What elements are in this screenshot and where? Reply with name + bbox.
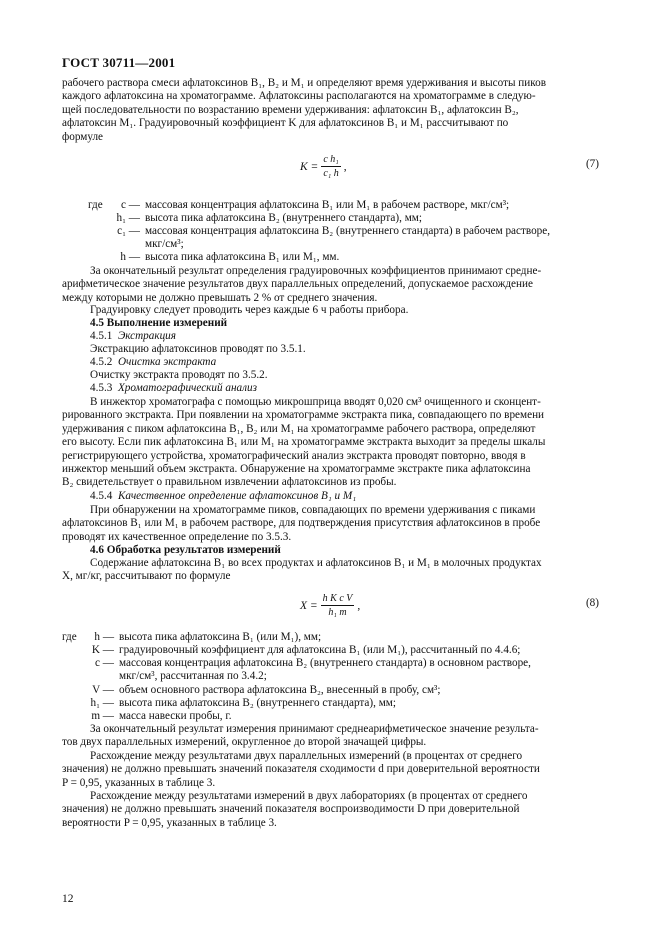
convergence-paragraph	[62, 750, 600, 790]
result-paragraph	[62, 723, 600, 750]
subsection-title: Хроматографический анализ	[117, 382, 257, 394]
symbol-cell	[108, 199, 140, 212]
subsection-title: Экстракция	[117, 330, 176, 342]
subsection-4-5-3	[62, 382, 600, 395]
formula-denominator: c₁ h	[323, 168, 339, 179]
definition-text: массовая концентрация афлатоксина B₂ (внутреннего стандарта) в основном растворе,	[119, 657, 531, 669]
text-line: За окончательный результат измерения принимают среднеарифметическое значение результа-	[90, 723, 539, 735]
standard-header: ГОСТ 30711—2001	[62, 55, 176, 70]
qualitative-paragraph	[62, 504, 600, 544]
subsection-title: Качественное определение афлатоксинов B₁ и M₁	[117, 490, 357, 502]
intro-line: каждого афлатоксина на хроматограмме. Афлатоксины располагаются на хроматограмме в следую-	[62, 90, 536, 103]
text-line: Расхождение между результатами двух параллельных измерений (в процентах от среднего	[90, 750, 523, 762]
formula-lhs: K =	[300, 160, 319, 173]
intro-line: афлатоксин M₁. Градуировочный коэффициент K для афлатоксинов B₁ и M₁ рассчитывают по	[62, 117, 509, 130]
text-line: значения) не должно превышать значений показателя воспроизводимости D при доверительной	[62, 803, 520, 816]
symbol-cell	[82, 684, 114, 697]
subsection-number: 4.5.3	[90, 382, 113, 394]
subsection-4-5-2	[62, 356, 600, 369]
symbol-cell	[82, 631, 114, 644]
symbol: c —	[95, 657, 114, 669]
formula-fraction	[321, 593, 355, 618]
definition-text: высота пика афлатоксина B₁ или M₁, мм.	[145, 251, 340, 263]
subsection-4-5-1	[62, 330, 600, 343]
text-line: За окончательный результат определения градуировочных коэффициентов принимают средне-	[90, 265, 542, 277]
symbol-cell	[108, 251, 140, 264]
symbol: h —	[94, 631, 114, 643]
definition-text: объем основного раствора афлатоксина B₂, внесенный в пробу, см³;	[119, 684, 441, 696]
text-line: рированного экстракта. При появлении на хроматограмме экстракта пика, совпадающего по времени	[62, 409, 545, 422]
subsection-text: Очистку экстракта проводят по 3.5.2.	[90, 369, 268, 381]
equation-number-7: (7)	[585, 158, 599, 170]
symbol-cell	[108, 225, 140, 238]
intro-paragraph	[62, 77, 600, 144]
subsection-number: 4.5.2	[90, 356, 113, 368]
symbol: h₁ —	[90, 697, 114, 709]
symbol-cell	[82, 644, 114, 657]
text-line: проводят их качественное определение по 3.5.3.	[62, 530, 292, 543]
equation-number-8: (8)	[585, 597, 599, 609]
formula-fraction	[321, 154, 340, 179]
symbol-cell	[82, 657, 114, 670]
symbol: V —	[92, 684, 114, 696]
formula-lhs: X =	[300, 599, 318, 612]
definition-text: высота пика афлатоксина B₂ (внутреннего стандарта), мм;	[145, 212, 422, 224]
symbol: c₁ —	[117, 225, 140, 237]
intro-line: рабочего раствора смеси афлатоксинов B₁, B₂ и M₁ и определяют время удерживания и высоты пиков	[62, 77, 547, 89]
intro-line: щей последовательности по возрастанию времени удерживания: афлатоксин B₁, афлатоксин B₂,	[62, 103, 519, 116]
where-prefix: где	[62, 631, 77, 643]
symbol: c —	[121, 199, 140, 211]
definition-text: масса навески пробы, г.	[119, 710, 232, 722]
symbol: h₁ —	[116, 212, 140, 224]
definition-text-cont: мкг/см³, рассчитанная по 3.4.2;	[119, 670, 267, 682]
section-heading-4-5: 4.5 Выполнение измерений	[90, 317, 228, 329]
final-paragraph	[62, 265, 600, 305]
text-line: тов двух параллельных измерений, округленное до второй значащей цифры.	[62, 736, 427, 749]
text-line: между которыми не должно превышать 2 % от среднего значения.	[62, 291, 378, 304]
calibration-note: Градуировку следует проводить через каждые 6 ч работы прибора.	[90, 304, 409, 316]
subsection-4-5-4	[62, 490, 600, 503]
subsection-title: Очистка экстракта	[117, 356, 217, 368]
symbol: m —	[91, 710, 114, 722]
formula-comma: ,	[357, 599, 361, 612]
text-line: B₂ свидетельствует о правильном извлечении афлатоксинов из пробы.	[62, 476, 397, 489]
formula-numerator: h K c V	[322, 593, 353, 604]
page-number: 12	[62, 893, 74, 905]
where-prefix: где	[88, 199, 103, 211]
reproducibility-paragraph	[62, 790, 600, 830]
text-line: значения) не должно превышать значений показателя сходимости d при доверительной вероятности	[62, 763, 540, 776]
text-line: Расхождение между результатами измерений в двух лабораториях (в процентах от среднего	[90, 790, 528, 802]
text-line: P = 0,95, указанных в таблице 3.	[62, 776, 216, 789]
formula-comma: ,	[343, 160, 347, 173]
text-line: арифметическое значение результатов двух параллельных определений, допускаемое расхождение	[62, 278, 533, 291]
formula-8	[300, 593, 360, 618]
symbol: h —	[120, 251, 140, 263]
definition-text: массовая концентрация афлатоксина B₂ (внутреннего стандарта) в рабочем растворе,	[145, 225, 551, 237]
definition-text: высота пика афлатоксина B₁ (или M₁), мм;	[119, 631, 322, 643]
text-line: X, мг/кг, рассчитывают по формуле	[62, 570, 231, 583]
symbol-cell	[82, 710, 114, 723]
subsection-number: 4.5.1	[90, 330, 113, 342]
content-paragraph	[62, 557, 600, 584]
symbol-cell	[82, 697, 114, 710]
formula-7	[300, 154, 347, 179]
text-line: вероятности P = 0,95, указанных в таблице 3.	[62, 816, 277, 829]
text-line: удерживания с пиком афлатоксина B₁, B₂ или M₁ на хроматограмме рабочего раствора, определяют	[62, 422, 536, 435]
subsection-number: 4.5.4	[90, 490, 113, 502]
section-heading-4-6: 4.6 Обработка результатов измерений	[90, 544, 281, 556]
text-line: Содержание афлатоксина B₁ во всех продуктах и афлатоксинов B₁ и M₁ в молочных продуктах	[90, 557, 542, 569]
definition-text: массовая концентрация афлатоксина B₁ или M₁ в рабочем растворе, мкг/см³;	[145, 199, 510, 211]
text-line: При обнаружении на хроматограмме пиков, совпадающих по времени удерживания с пиками	[90, 504, 536, 516]
text-line: его высоту. Если пик афлатоксина B₁ или M₁ на хроматограмме экстракта выходит за пределы шкалы	[62, 436, 546, 449]
definition-text: высота пика афлатоксина B₂ (внутреннего стандарта), мм;	[119, 697, 396, 709]
symbol-cell	[108, 212, 140, 225]
text-line: регистрирующего устройства, хроматографический анализ экстракта проводят повторно, вводя в	[62, 449, 526, 462]
formula-denominator: h₁ m	[328, 607, 347, 618]
chromatographic-analysis-paragraph	[62, 396, 600, 490]
formula-numerator: c h₁	[323, 154, 339, 165]
definition-text: градуировочный коэффициент для афлатоксина B₁ (или M₁), рассчитанный по 4.4.6;	[119, 644, 521, 656]
text-line: инжектор меньший объем экстракта. Обнаружение на хроматограмме экстракте пика афлатоксина	[62, 463, 531, 476]
intro-line: формуле	[62, 130, 103, 143]
symbol: K —	[91, 644, 114, 656]
text-line: афлатоксинов B₁ или M₁ в рабочем растворе, для подтверждения присутствия афлатоксинов в пробе	[62, 517, 541, 530]
subsection-text: Экстракцию афлатоксинов проводят по 3.5.1.	[90, 343, 306, 355]
text-line: В инжектор хроматографа с помощью микрошприца вводят 0,020 см³ очищенного и сконцент-	[90, 396, 541, 408]
definition-text-cont: мкг/см³;	[145, 238, 184, 250]
